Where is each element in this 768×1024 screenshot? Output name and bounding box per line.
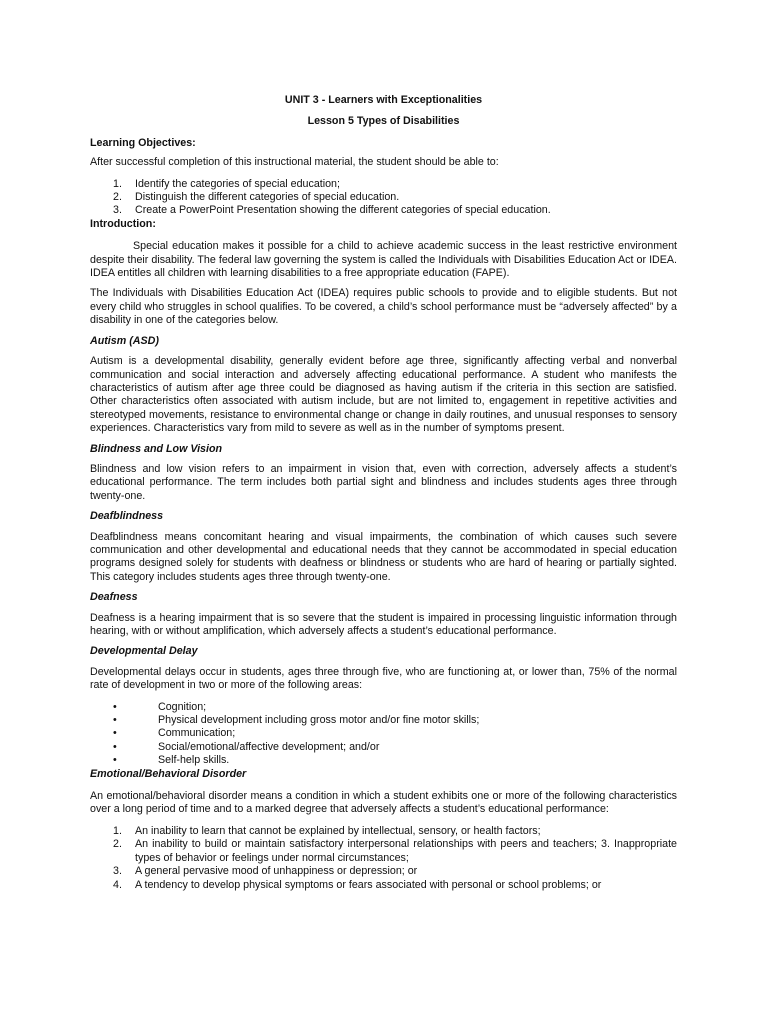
deafness-paragraph: Deafness is a hearing impairment that is so severe that the student is impaired in processing linguistic information through hearing, with or without amplification, which adversely affects a student’s educational performance. xyxy=(90,611,677,637)
lesson-title: Lesson 5 Types of Disabilities xyxy=(307,115,460,128)
list-item: 1. An inability to learn that cannot be explained by intellectual, sensory, or health factors; xyxy=(113,824,541,837)
objectives-list xyxy=(90,178,677,218)
document-body xyxy=(90,94,677,892)
list-item: • Cognition; xyxy=(113,700,207,713)
objectives-label: Learning Objectives: xyxy=(90,136,196,149)
introduction-paragraph-2: The Individuals with Disabilities Education Act (IDEA) requires public schools to provide and to eligible students. But not every child who struggles in school qualifies. To be covered, a child’s school performance must be “adversely affected” by a disability in one of the categories below. xyxy=(90,287,677,327)
blindness-heading: Blindness and Low Vision xyxy=(90,442,223,455)
autism-paragraph: Autism is a developmental disability, generally evident before age three, significantly affecting verbal and nonverbal communication and social interaction and adversely affecting educational performance. A student who manifests the characteristics of autism after age three could be diagnosed as having autism if the criteria in this section are satisfied. Other characteristics often associated with autism include, but are not limited to, engagement in repetitive activities and stereotyped movements, resistance to environmental change or change in daily routines, and unusual responses to sensory experiences. Characteristics vary from mild to severe as well as in the number of symptoms present. xyxy=(90,355,677,435)
objective-item: 1. Identify the categories of special education; xyxy=(113,177,340,190)
deafblindness-heading: Deafblindness xyxy=(90,510,164,523)
developmental-delay-paragraph: Developmental delays occur in students, ages three through five, who are functioning at, or lower than, 75% of the normal rate of development in two or more of the following areas: xyxy=(90,665,677,692)
emotional-disorder-heading: Emotional/Behavioral Disorder xyxy=(90,767,247,780)
objective-item: 3. Create a PowerPoint Presentation showing the different categories of special education. xyxy=(113,204,551,217)
autism-heading: Autism (ASD) xyxy=(90,334,159,347)
deafness-heading: Deafness xyxy=(90,591,138,604)
list-item: 2. An inability to build or maintain satisfactory interpersonal relationships with peers and teachers; 3. Inappropriate types of behavior or feelings under normal circumstances; xyxy=(113,838,677,864)
list-item: 4. A tendency to develop physical symptoms or fears associated with personal or school problems; or xyxy=(113,878,602,891)
emotional-disorder-paragraph: An emotional/behavioral disorder means a condition in which a student exhibits one or more of the following characteristics over a long period of time and to a marked degree that adversely affects a student’s educational performance: xyxy=(90,790,677,816)
blindness-paragraph: Blindness and low vision refers to an impairment in vision that, even with correction, adversely affects a student’s educational performance. The term includes both partial sight and blindness and includes students ages three through twenty-one. xyxy=(90,462,677,502)
list-item: • Social/emotional/affective development; and/or xyxy=(113,740,380,753)
introduction-paragraph-1: Special education makes it possible for a child to achieve academic success in the least restrictive environment despite their disability. The federal law governing the system is called the Individuals with Disabilities Education Act or IDEA. IDEA entitles all children with learning disabilities to a free appropriate education (FAPE). xyxy=(90,240,677,280)
list-item: • Physical development including gross motor and/or fine motor skills; xyxy=(113,714,480,727)
introduction-label: Introduction: xyxy=(90,217,156,230)
developmental-areas-list xyxy=(90,701,677,768)
unit-title: UNIT 3 - Learners with Exceptionalities xyxy=(284,94,483,106)
developmental-delay-heading: Developmental Delay xyxy=(90,645,198,658)
list-item: • Self-help skills. xyxy=(113,754,230,767)
deafblindness-paragraph: Deafblindness means concomitant hearing and visual impairments, the combination of which causes such severe communication and other developmental and educational needs that they cannot be accommodated in special education programs designed solely for students with deafness or blindness or students who are hard of hearing or partially sighted. This category includes students ages three through twenty-one. xyxy=(90,530,677,583)
list-item: • Communication; xyxy=(113,727,236,740)
objective-item: 2. Distinguish the different categories of special education. xyxy=(113,191,400,204)
objectives-lead: After successful completion of this instructional material, the student should be able to: xyxy=(90,156,499,169)
emotional-characteristics-list xyxy=(90,825,677,892)
list-item: 3. A general pervasive mood of unhappiness or depression; or xyxy=(113,865,418,878)
